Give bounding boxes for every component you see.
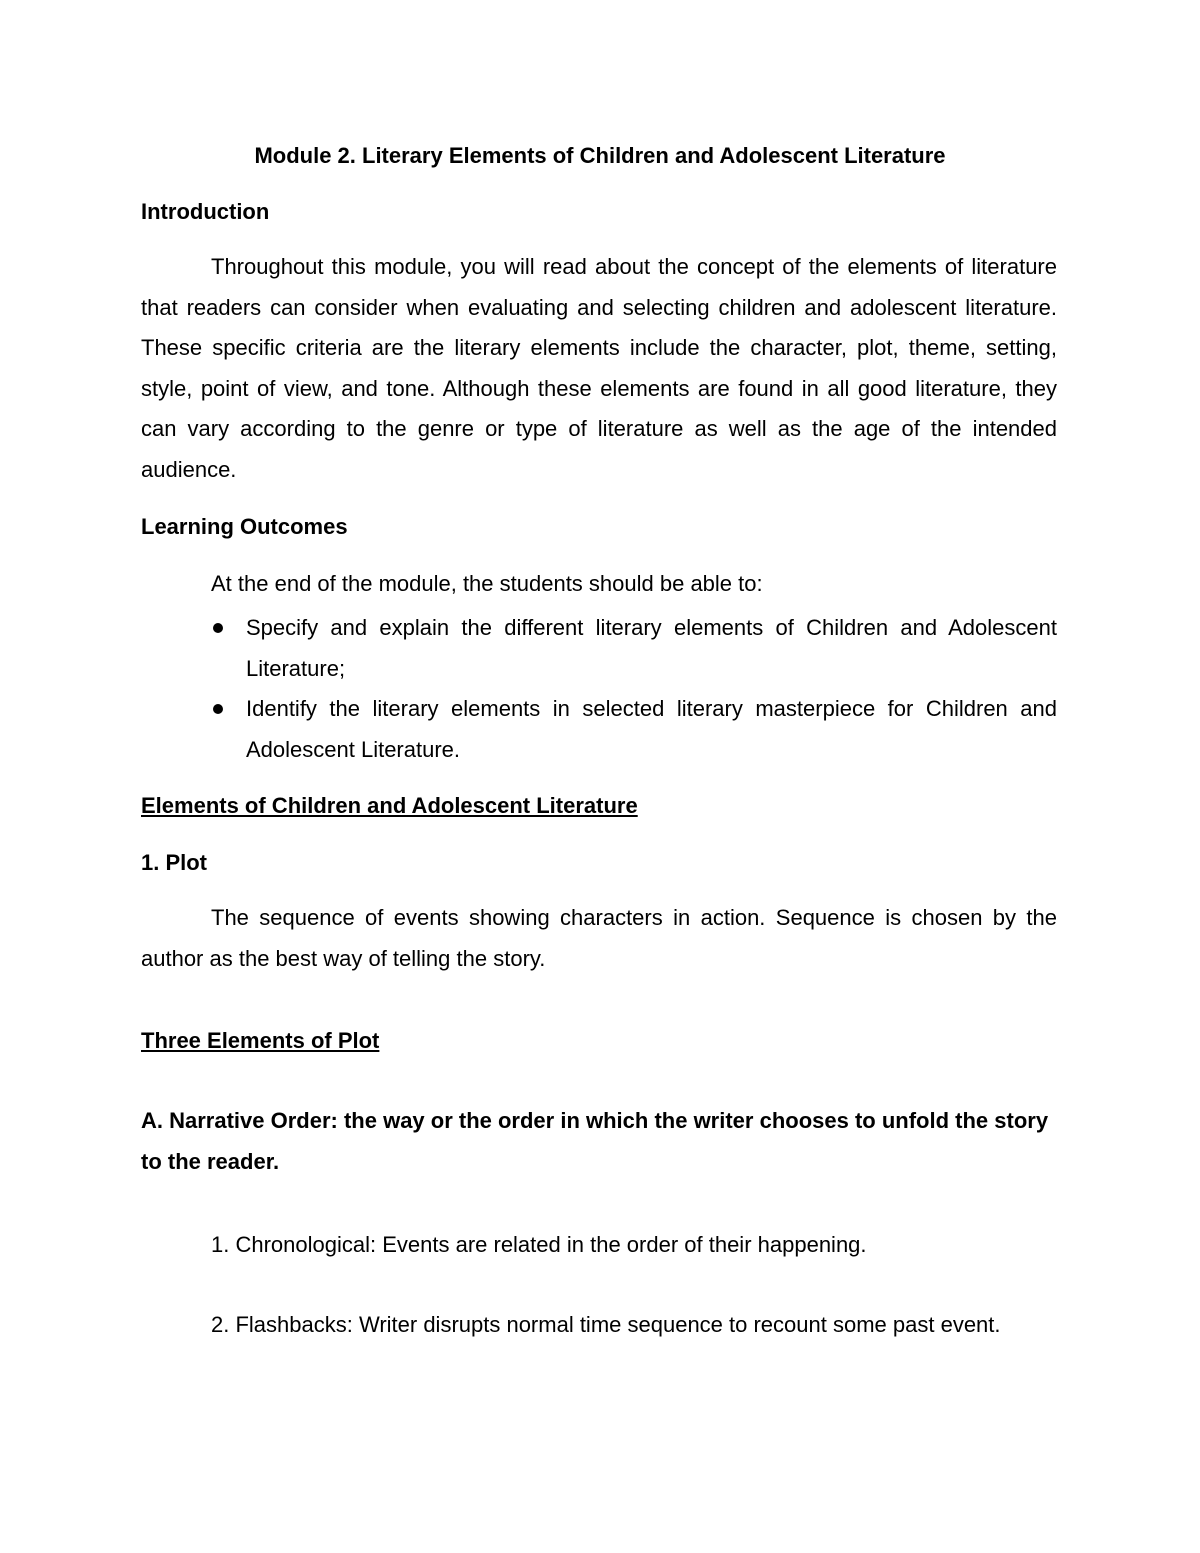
- introduction-heading: Introduction: [141, 199, 270, 224]
- introduction-paragraph: Throughout this module, you will read about the concept of the elements of literature that readers can consider when evaluating and selecting children and adolescent literature. These specific criteria are the literary elements include the character, plot, theme, setting, style, point of view, and tone. Although these elements are found in all good literature, they can vary according to the genre or type of literature as well as the age of the intended audience.: [141, 254, 1057, 482]
- three-elements-heading: Three Elements of Plot: [141, 1028, 380, 1053]
- plot-paragraph: The sequence of events showing characters in action. Sequence is chosen by the author as the best way of telling the story.: [141, 905, 1057, 971]
- learning-outcome-item: Specify and explain the different literary elements of Children and Adolescent Literature;: [141, 608, 1057, 689]
- narrative-order-heading: A. Narrative Order: the way or the order in which the writer chooses to unfold the story to the reader.: [141, 1108, 1049, 1174]
- page-title: Module 2. Literary Elements of Children and Adolescent Literature: [254, 143, 946, 168]
- narrative-order-item: 2. Flashbacks: Writer disrupts normal time sequence to recount some past event.: [211, 1312, 1001, 1337]
- learning-outcomes-lead: At the end of the module, the students should be able to:: [211, 571, 763, 596]
- learning-outcome-item: Identify the literary elements in selected literary masterpiece for Children and Adolescent Literature.: [141, 689, 1057, 770]
- learning-outcomes-heading: Learning Outcomes: [141, 514, 348, 539]
- learning-outcomes-list: [141, 608, 1057, 770]
- elements-heading: Elements of Children and Adolescent Literature: [141, 793, 638, 818]
- bullet-icon: [213, 623, 223, 633]
- plot-heading: 1. Plot: [141, 850, 208, 875]
- bullet-icon: [213, 704, 223, 714]
- narrative-order-item: 1. Chronological: Events are related in the order of their happening.: [211, 1232, 867, 1257]
